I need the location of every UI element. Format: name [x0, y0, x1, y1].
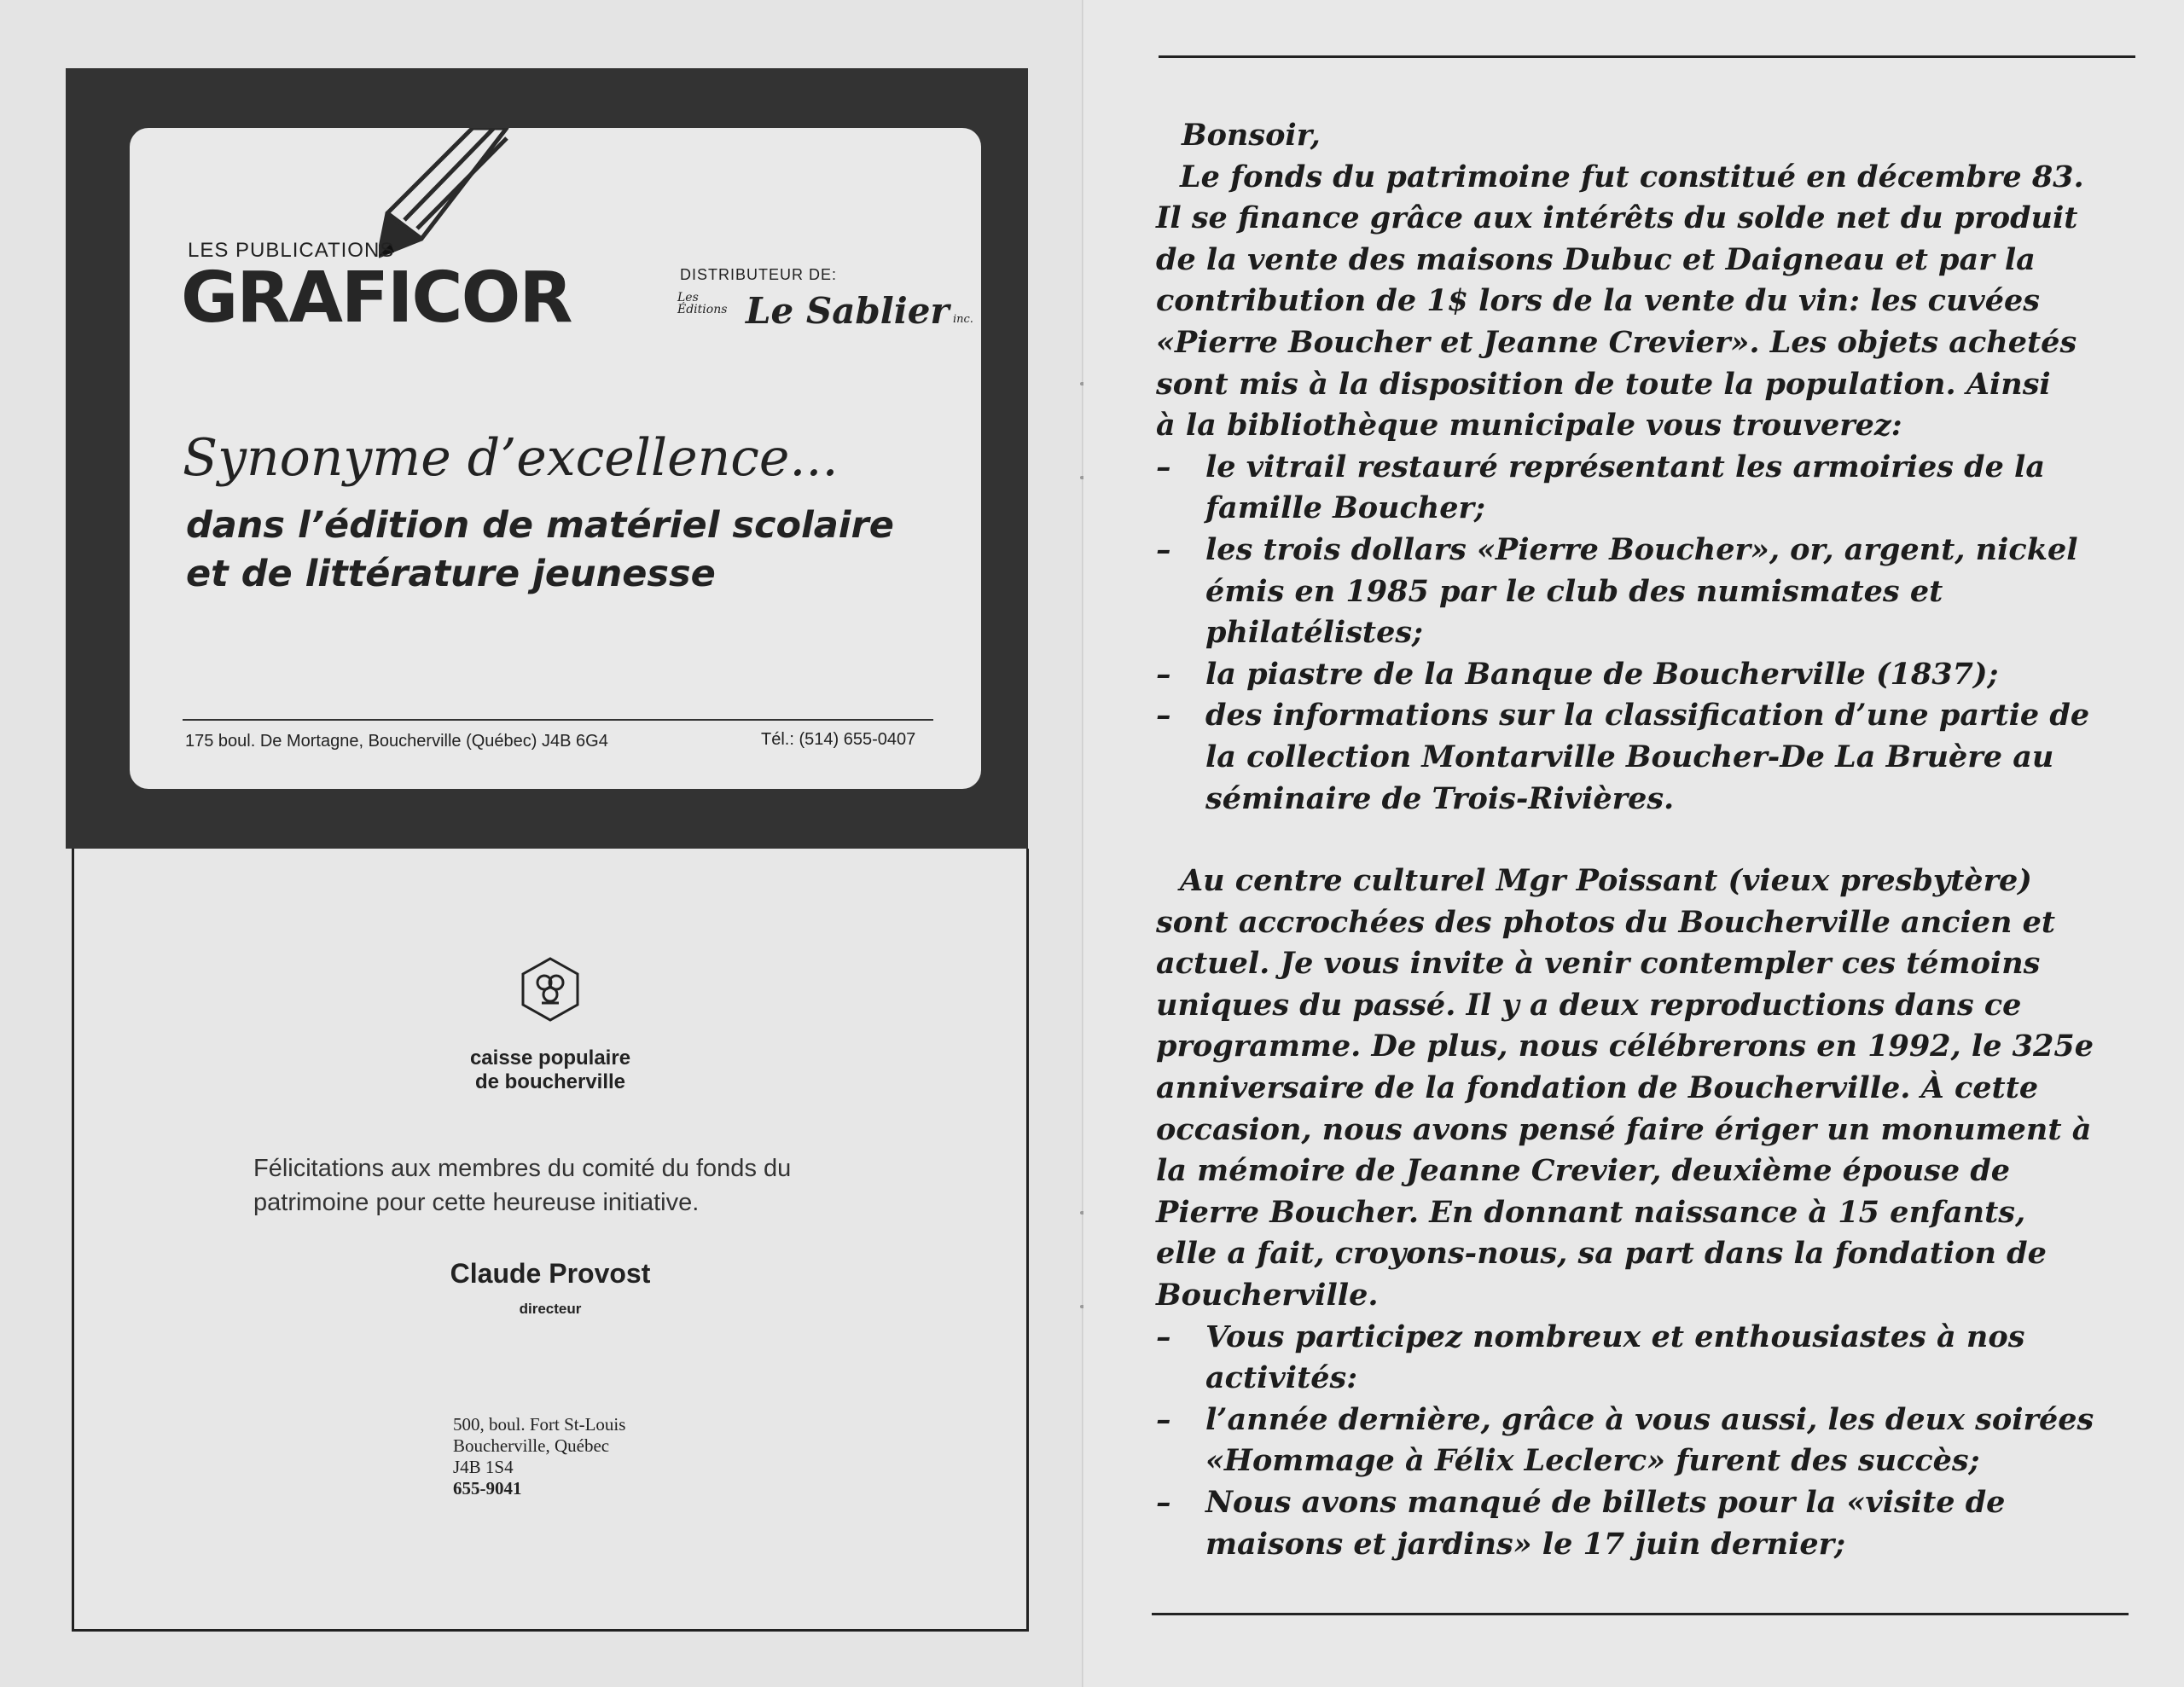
text-line: Nous avons manqué de billets pour la «visite de: [1205, 1485, 2006, 1520]
distributor-editions-word: Éditions: [677, 303, 728, 316]
caisse-address-line-2: Boucherville, Québec: [453, 1435, 610, 1456]
list-item-text: [1205, 447, 2163, 530]
graficor-address: 175 boul. De Mortagne, Boucherville (Québec) J4B 6G4: [185, 732, 608, 751]
list-item: [1156, 1317, 2163, 1400]
graficor-advertisement: [66, 68, 1028, 849]
list-dash: –: [1156, 1319, 1171, 1354]
text-line: «Pierre Boucher et Jeanne Crevier». Les objets achetés: [1156, 324, 2077, 360]
text-line: les trois dollars «Pierre Boucher», or, argent, nickel: [1205, 531, 2078, 567]
caisse-address: [453, 1414, 625, 1499]
list-item: [1156, 530, 2163, 654]
left-page: [0, 0, 1083, 1687]
text-line: la piastre de la Banque de Boucherville (1837);: [1205, 656, 1999, 692]
text-line: «Hommage à Félix Leclerc» furent des succès;: [1205, 1443, 1980, 1479]
letter-greeting: Bonsoir,: [1182, 118, 1321, 153]
list-item-text: [1205, 1400, 2163, 1482]
text-line: la mémoire de Jeanne Crevier, deuxième épouse de: [1156, 1153, 2011, 1189]
distributor-brand: Le Sablier: [746, 290, 950, 332]
list-item-text: [1205, 1482, 2163, 1565]
list-item-text: [1205, 530, 2163, 654]
text-line: sont accrochées des photos du Boucherville ancien et: [1156, 904, 2056, 940]
distributor-label: DISTRIBUTEUR DE:: [680, 266, 838, 283]
slogan-main: Synonyme d’excellence...: [183, 428, 839, 488]
list-dash: –: [1156, 1485, 1171, 1520]
caisse-address-line-1: 500, boul. Fort St-Louis: [453, 1414, 626, 1435]
text-line: à la bibliothèque municipale vous trouverez:: [1156, 408, 1902, 443]
list-item: [1156, 695, 2163, 820]
caisse-director-name: Claude Provost: [450, 1258, 651, 1289]
right-page: [1083, 0, 2184, 1687]
list-dash: –: [1156, 1401, 1171, 1437]
distributor-les-word: Les: [677, 291, 699, 304]
text-line: émis en 1985 par le club des numismates et: [1205, 573, 1943, 609]
top-rule: [1159, 55, 2135, 58]
caisse-name-line-1: caisse populaire: [469, 1046, 631, 1070]
text-line: sont mis à la disposition de toute la population. Ainsi: [1156, 366, 2051, 402]
text-line: la collection Montarville Boucher-De La Bruère au: [1205, 739, 2054, 774]
caisse-advertisement: [72, 849, 1029, 1632]
text-line: Vous participez nombreux et enthousiastes à nos: [1205, 1319, 2025, 1354]
list-1: [1156, 447, 2163, 820]
list-item: [1156, 654, 2163, 696]
text-line: maisons et jardins» le 17 juin dernier;: [1205, 1526, 1846, 1562]
list-2: [1156, 1317, 2163, 1566]
list-item: [1156, 447, 2163, 530]
text-line: philatélistes;: [1205, 615, 1423, 651]
text-line: Au centre culturel Mgr Poissant (vieux presbytère): [1180, 863, 2032, 899]
caisse-director-role: directeur: [519, 1301, 582, 1317]
text-line: des informations sur la classification d’une partie de: [1205, 698, 2090, 733]
graficor-ad-card: [130, 128, 981, 789]
paragraph-1: [1156, 157, 2163, 447]
text-line: Il se finance grâce aux intérêts du solde net du produit: [1156, 200, 2078, 236]
list-item-text: [1205, 695, 2163, 820]
slogan-sub: [186, 501, 894, 599]
caisse-message-line-1: Félicitations aux membres du comité du fonds du: [253, 1155, 792, 1182]
ad-divider: [183, 719, 933, 721]
paragraph-gap: [1156, 820, 2163, 861]
caisse-message: [253, 1151, 902, 1220]
text-line: occasion, nous avons pensé faire ériger un monument à: [1156, 1111, 2092, 1147]
letter-body: [1156, 115, 2163, 1565]
paragraph-2: [1156, 861, 2163, 1317]
caisse-hexagon-logo-icon: [516, 955, 584, 1023]
list-dash: –: [1156, 449, 1171, 484]
list-item: [1156, 1400, 2163, 1482]
text-line: programme. De plus, nous célébrerons en 1992, le 325e: [1156, 1029, 2094, 1064]
distributor-les: [677, 292, 727, 316]
pencil-logo-icon: [379, 128, 541, 264]
list-dash: –: [1156, 531, 1171, 567]
text-line: l’année dernière, grâce à vous aussi, les deux soirées: [1205, 1401, 2094, 1437]
caisse-message-line-2: patrimoine pour cette heureuse initiative.: [253, 1189, 700, 1216]
list-dash: –: [1156, 656, 1171, 692]
text-line: anniversaire de la fondation de Boucherville. À cette: [1156, 1070, 2039, 1106]
bottom-rule: [1152, 1613, 2129, 1615]
caisse-name-line-2: de boucherville: [474, 1070, 626, 1093]
text-line: Pierre Boucher. En donnant naissance à 15 enfants,: [1156, 1194, 2026, 1230]
text-line: uniques du passé. Il y a deux reproductions dans ce: [1156, 987, 2022, 1023]
text-line: actuel. Je vous invite à venir contempler ces témoins: [1156, 946, 2041, 982]
list-item-text: [1205, 654, 2163, 696]
list-dash: –: [1156, 698, 1171, 733]
text-line: activités:: [1205, 1360, 1358, 1396]
list-item: [1156, 1482, 2163, 1565]
graficor-phone: Tél.: (514) 655-0407: [761, 730, 916, 749]
publisher-small-label: LES PUBLICATIONS: [188, 239, 395, 262]
text-line: elle a fait, croyons-nous, sa part dans la fondation de: [1156, 1236, 2047, 1272]
caisse-address-line-3: J4B 1S4: [453, 1457, 514, 1477]
slogan-line-2: et de littérature jeunesse: [186, 553, 716, 595]
publisher-brand: GRAFICOR: [181, 258, 572, 339]
caisse-phone: 655-9041: [453, 1478, 522, 1499]
text-line: Le fonds du patrimoine fut constitué en décembre 83.: [1180, 159, 2084, 194]
slogan-line-1: dans l’édition de matériel scolaire: [186, 504, 894, 547]
text-line: séminaire de Trois-Rivières.: [1205, 780, 1675, 816]
text-line: contribution de 1$ lors de la vente du vin: les cuvées: [1156, 283, 2040, 319]
text-line: Boucherville.: [1156, 1278, 1379, 1313]
text-line: le vitrail restauré représentant les armoiries de la: [1205, 449, 2046, 484]
caisse-name: [74, 1046, 1026, 1094]
distributor-inc: inc.: [953, 313, 973, 326]
text-line: famille Boucher;: [1205, 490, 1485, 526]
list-item-text: [1205, 1317, 2163, 1400]
text-line: de la vente des maisons Dubuc et Daigneau et par la: [1156, 241, 2036, 277]
